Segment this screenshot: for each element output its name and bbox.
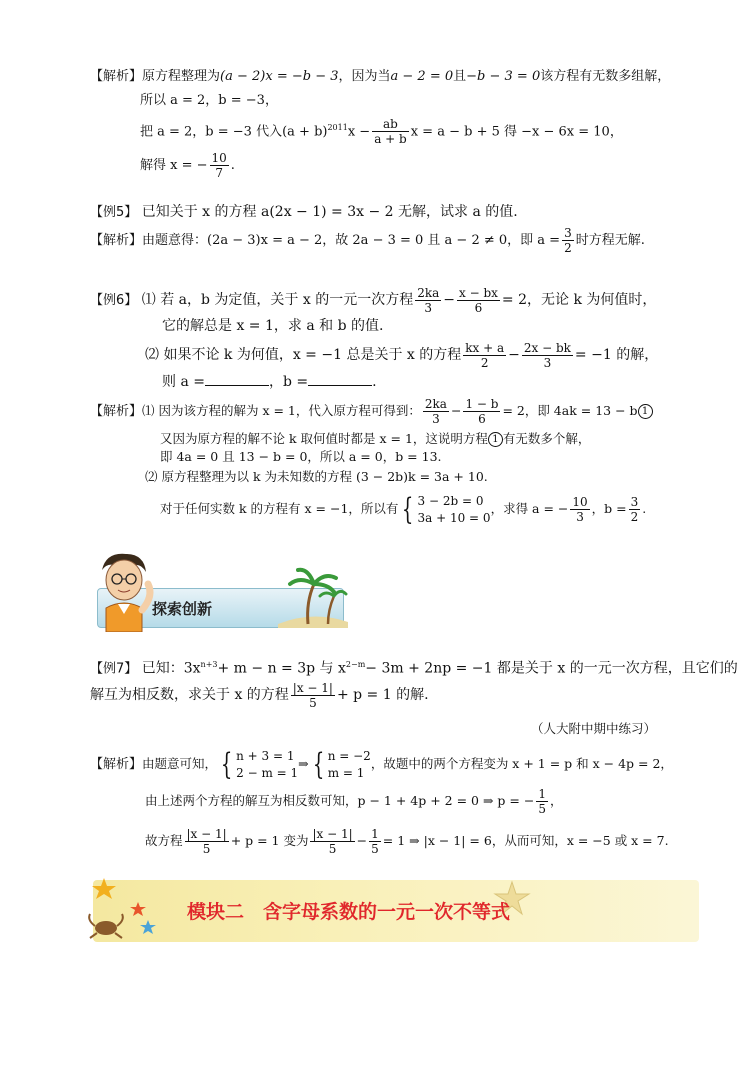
fraction: $\frac{x - bx}{6}$: [459, 285, 498, 315]
circled-number: 1: [488, 432, 503, 447]
example-7-question-cont: 解互为相反数，求关于 x 的方程 $\frac{|x - 1|}{5}$ + p = 1 的解.: [90, 680, 429, 710]
palm-tree-illustration: [278, 566, 348, 628]
fraction: $\frac{1}{5}$: [371, 827, 379, 856]
example-7-question: 【例7】 已知：$3x^{n+3}+ m - n = 3p$ 与 $x^{2-m}- 3m + 2np = -1$ 都是关于 x 的一元一次方程，且它们的: [90, 660, 738, 677]
question-source: （人大附中期中练习）: [531, 721, 657, 736]
student-illustration: [88, 548, 160, 632]
fraction: $\frac{kx + a}{2}$: [465, 340, 505, 370]
brace: {: [402, 491, 414, 527]
brace: {: [220, 746, 233, 782]
example-6-part-2-blanks: 则 a = ，b = .: [162, 374, 377, 390]
fraction: $\frac{|x - 1|}{5}$: [312, 827, 353, 856]
fraction: $\frac{10}{7}$: [211, 151, 227, 180]
example-5-question: 【例5】 已知关于 x 的方程 a(2x − 1) = 3x − 2 无解，试求 a 的值.: [90, 204, 518, 220]
equation-system: n + 3 = 1 2 − m = 1: [236, 748, 299, 780]
example-label: 【例5】: [90, 205, 138, 220]
example-6-part-2: ⑵ 如果不论 k 为何值，x = −1 总是关于 x 的方程 $\frac{kx + a}{2}$ − $\frac{2x - bk}{3}$ = −1 的解，: [145, 340, 659, 370]
example-label: 【例6】: [90, 293, 138, 308]
solution-line-2: 所以 a = 2，b = −3，: [140, 93, 278, 108]
example-6-solution-1c: 即 4a = 0 且 13 − b = 0，所以 a = 0，b = 13.: [160, 449, 442, 464]
example-7-solution-1: 【解析】由题意可知， { n + 3 = 1 2 − m = 1⇒ { n = −2 m = 1，故题中的两个方程变为 x + 1 = p 和 x − 4p = 2，: [90, 746, 673, 782]
fraction: $\frac{|x - 1|}{5}$: [292, 680, 333, 710]
example-6-solution-2: ⑵ 原方程整理为以 k 为未知数的方程 (3 − 2b)k = 3a + 10.: [145, 469, 488, 484]
brace: {: [312, 746, 324, 782]
example-label: 【例7】: [90, 661, 138, 677]
module-title: 模块二 含字母系数的一元一次不等式: [187, 901, 511, 923]
circled-number: 1: [638, 404, 653, 419]
fraction: $\frac{3}{2}$: [630, 495, 639, 524]
fraction: $\frac{1 - b}{6}$: [465, 397, 499, 426]
answer-blank-b[interactable]: [308, 373, 372, 386]
banner-title: 探索创新: [152, 600, 213, 618]
equation-system: 3 − 2b = 0 3a + 10 = 0: [417, 493, 491, 525]
answer-blank-a[interactable]: [205, 373, 269, 386]
fraction: $\frac{|x - 1|}{5}$: [186, 827, 227, 856]
fraction: $\frac{2x - bk}{3}$: [523, 340, 571, 370]
example-7-solution-2: 由上述两个方程的解互为相反数可知，p − 1 + 4p + 2 = 0 ⇒ p = − $\frac{1}{5}$ ，: [145, 787, 563, 816]
solution-line-4: 解得 x = − $\frac{10}{7}$ .: [140, 151, 235, 180]
solution-line-3: 把 a = 2，b = −3 代入$(a + b)^{2011}x$ − $\frac{ab}{a + b}$ x = a − b + 5 得 −x − 6x = 10，: [140, 117, 623, 147]
fraction: $\frac{3}{2}$: [564, 226, 572, 255]
fraction: $\frac{2ka}{3}$: [424, 397, 447, 426]
example-5-solution: 【解析】由题意得：(2a − 3)x = a − 2，故 2a − 3 = 0 且 a − 2 ≠ 0，即 a = $\frac{3}{2}$ 时方程无解.: [90, 226, 645, 255]
example-6-solution-1: 【解析】⑴ 因为该方程的解为 x = 1，代入原方程可得到： $\frac{2ka}{3}$ − $\frac{1 - b}{6}$ = 2，即 4ak = 13 − b 1: [90, 396, 653, 427]
example-6-solution-1b: 又因为原方程的解不论 k 取何值时都是 x = 1，这说明方程 1 有无数多个解，: [160, 431, 591, 446]
example-6-part-1: 【例6】 ⑴ 若 a，b 为定值，关于 x 的一元一次方程 $\frac{2ka}{3}$ − $\frac{x - bx}{6}$ = 2，无论 k 为何值时，: [90, 285, 657, 315]
example-7-solution-3: 故方程 $\frac{|x - 1|}{5}$ + p = 1 变为 $\frac{|x - 1|}{5}$ − $\frac{1}{5}$ = 1 ⇒ |x − 1| = 6，从而可知，x = −5 或 x = 7.: [145, 827, 669, 856]
fraction: $\frac{ab}{a + b}$: [374, 117, 407, 147]
analysis-label: 【解析】: [90, 69, 143, 84]
fraction: $\frac{2ka}{3}$: [417, 285, 440, 315]
equation-system: n = −2 m = 1: [327, 748, 371, 780]
starfish-crab-illustration: [82, 876, 178, 946]
example-6-part-1-cont: 它的解总是 x = 1，求 a 和 b 的值.: [162, 318, 384, 334]
fraction: $\frac{10}{3}$: [572, 495, 588, 524]
solution-line-1: 【解析】原方程整理为(a − 2)x = −b − 3，因为当a − 2 = 0且−b − 3 = 0该方程有无数多组解，: [90, 69, 671, 84]
example-6-solution-2b: 对于任何实数 k 的方程有 x = −1，所以有 { 3 − 2b = 0 3a + 10 = 0，求得 a = − $\frac{10}{3}$ ，b = $\frac{3}{2}$ .: [160, 491, 647, 527]
fraction: $\frac{1}{5}$: [538, 787, 546, 816]
